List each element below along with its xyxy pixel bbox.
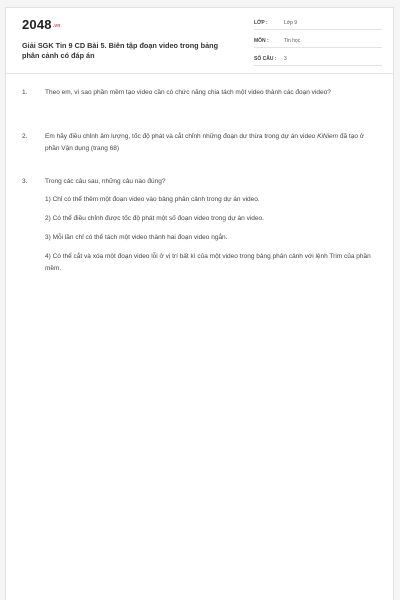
meta-row-so-cau	[254, 52, 382, 66]
meta-row-mon	[254, 34, 382, 48]
meta-value-lop: Lớp 9	[284, 20, 298, 26]
question-number: 3.	[22, 178, 28, 185]
question-text-part: Em hãy điều chỉnh âm lượng, tốc độ phát và cắt chỉnh những đoạn dư thừa trong dự án video	[45, 133, 318, 140]
meta-label-mon: MÔN :	[254, 38, 269, 44]
question-text	[45, 131, 375, 155]
logo-text: 2048	[22, 17, 52, 32]
question-text: Theo em, vì sao phần mềm tạo video cần có chức năng chia tách một video thành các đoạn video?	[45, 89, 331, 96]
answer-option-4: 4) Có thể cắt và xóa một đoạn video lỗi ở vị trí bất kì của một video trong bảng phân cảnh với lệnh Trim của phần mềm.	[45, 253, 371, 272]
document-header	[6, 8, 393, 74]
project-name: KiNiem	[317, 133, 339, 140]
document-title: Giải SGK Tin 9 CD Bài 5. Biên tập đoạn video trong bảng phân cảnh có đáp án	[22, 41, 219, 60]
answer-option-3: 3) Mỗi lần chỉ có thể tách một video thành hai đoạn video ngắn.	[45, 234, 228, 241]
document-page	[5, 7, 394, 600]
question-number: 2.	[22, 133, 28, 140]
meta-value-so-cau: 3	[284, 56, 287, 62]
question-text: Trong các câu sau, những câu nào đúng?	[45, 178, 166, 185]
question-text-part: đã tạo ở phần Vận dụng (trang 68)	[45, 133, 365, 152]
meta-value-mon: Tin học	[284, 38, 301, 44]
meta-row-lop	[254, 16, 382, 30]
meta-label-so-cau: SỐ CÂU :	[254, 56, 277, 62]
answer-option-1: 1) Chỉ có thể thêm một đoạn video vào bảng phân cảnh trong dự án video.	[45, 196, 260, 203]
question-number: 1.	[22, 89, 28, 96]
answer-option-2: 2) Có thể điều chỉnh được tốc độ phát một số đoạn video trong dự án video.	[45, 215, 264, 222]
logo-tld: .vn	[52, 23, 61, 29]
site-logo[interactable]	[22, 17, 61, 32]
meta-label-lop: LỚP :	[254, 20, 268, 26]
